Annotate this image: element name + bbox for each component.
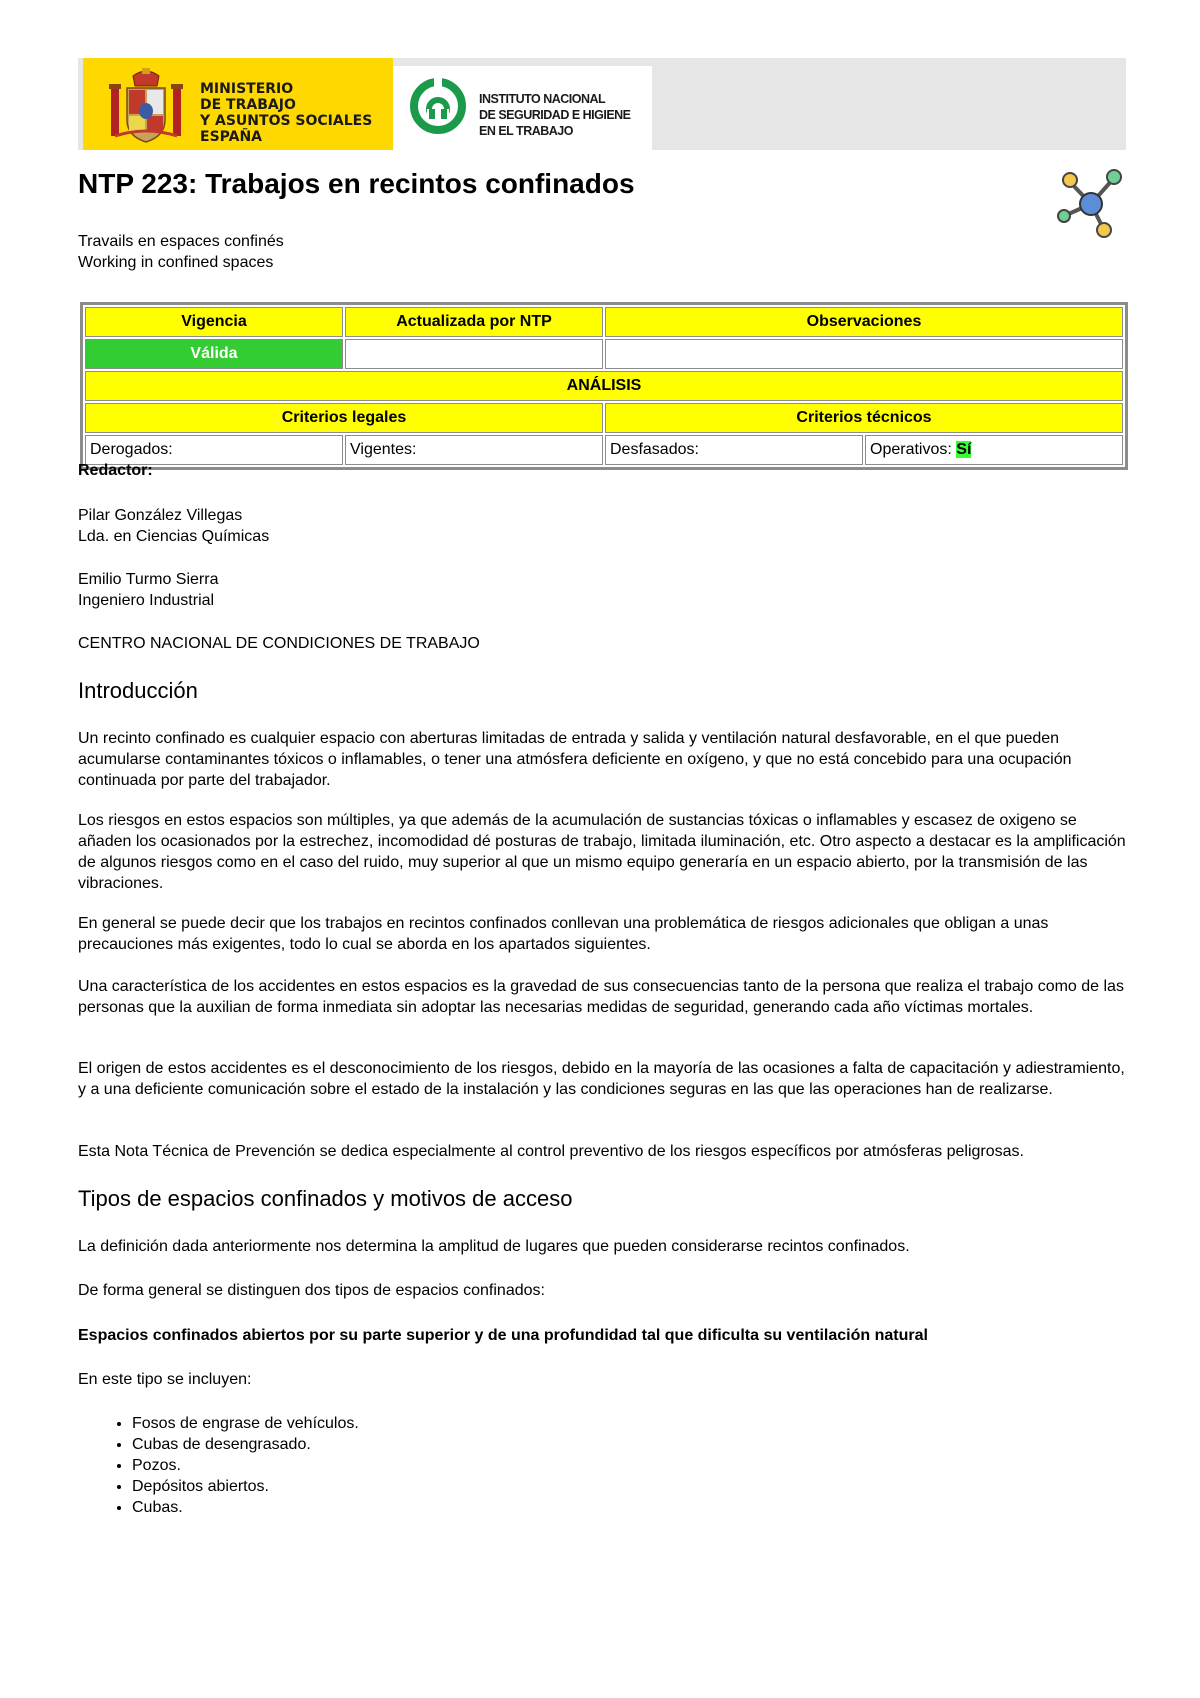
author-2-title: Ingeniero Industrial xyxy=(78,592,215,609)
analisis-header: ANÁLISIS xyxy=(85,371,1123,401)
document-page xyxy=(78,58,1126,1516)
molecule-icon xyxy=(1056,166,1126,238)
author-1-name: Pilar González Villegas xyxy=(78,507,243,524)
status-table xyxy=(80,302,1128,470)
list-item: • Fosos de engrase de vehículos. xyxy=(132,1413,359,1434)
ministry-line-1: MINISTERIO xyxy=(200,81,294,97)
institute-name xyxy=(479,91,631,139)
tipos-list xyxy=(78,1413,359,1518)
vigentes-cell: Vigentes: xyxy=(345,435,603,465)
observaciones-header: Observaciones xyxy=(605,307,1123,337)
page-title: NTP 223: Trabajos en recintos confinados xyxy=(78,168,635,199)
intro-paragraph-4: Una característica de los accidentes en estos espacios es la gravedad de sus consecuencias tanto de la persona que realiza el trabajo como de las personas que la auxilian de forma inmediata sin adoptar las necesarias medidas de seguridad, generando cada año víctimas mortales. xyxy=(78,978,1124,1016)
tipos-paragraph-2: De forma general se distinguen dos tipos de espacios confinados: xyxy=(78,1282,545,1299)
tipos-heading: Tipos de espacios confinados y motivos de acceso xyxy=(78,1186,573,1211)
vigencia-value: Válida xyxy=(85,339,343,369)
intro-paragraph-6: Esta Nota Técnica de Prevención se dedica especialmente al control preventivo de los riesgos específicos por atmósferas peligrosas. xyxy=(78,1143,1024,1160)
criterios-tecnicos-header: Criterios técnicos xyxy=(605,403,1123,433)
coat-of-arms-icon xyxy=(109,66,183,144)
intro-paragraph-3: En general se puede decir que los trabajos en recintos confinados conllevan una problemática de riesgos adicionales que obligan a unas precauciones más exigentes, todo lo cual se aborda en los apartados siguientes. xyxy=(78,915,1049,953)
ministry-line-3: Y ASUNTOS SOCIALES xyxy=(200,113,373,129)
ministry-line-4: ESPAÑA xyxy=(200,129,263,145)
center-name: CENTRO NACIONAL DE CONDICIONES DE TRABAJO xyxy=(78,635,480,652)
actualizada-header: Actualizada por NTP xyxy=(345,307,603,337)
title-french: Travails en espaces confinés xyxy=(78,233,284,250)
operativos-label: Operativos: xyxy=(870,441,952,458)
author-1 xyxy=(78,505,1126,547)
author-1-title: Lda. en Ciencias Químicas xyxy=(78,528,270,545)
derogados-cell: Derogados: xyxy=(85,435,343,465)
header-banner xyxy=(78,58,1126,150)
vigencia-header: Vigencia xyxy=(85,307,343,337)
observaciones-value xyxy=(605,339,1123,369)
criterios-legales-header: Criterios legales xyxy=(85,403,603,433)
intro-heading: Introducción xyxy=(78,678,198,703)
author-2 xyxy=(78,569,1126,611)
intro-paragraph-5: El origen de estos accidentes es el desconocimiento de los riesgos, debido en la mayoría de las ocasiones a falta de capacitación y adiestramiento, y a una deficiente comunicación sobre el estado de la instalación y las condiciones seguras en las que las operaciones han de realizarse. xyxy=(78,1060,1125,1098)
ministry-name xyxy=(200,81,372,145)
author-2-name: Emilio Turmo Sierra xyxy=(78,571,219,588)
actualizada-value xyxy=(345,339,603,369)
tipos-paragraph-3: En este tipo se incluyen: xyxy=(78,1371,252,1388)
intro-paragraph-1: Un recinto confinado es cualquier espacio con aberturas limitadas de entrada y salida y ventilación natural desfavorable, en el que pueden acumularse contaminantes tóxicos o inflamables, o tener una atmósfera deficiente en oxígeno, y que no está concebido para una ocupación continuada por parte del trabajador. xyxy=(78,730,1072,789)
tipos-subheading: Espacios confinados abiertos por su parte superior y de una profundidad tal que dificulta su ventilación natural xyxy=(78,1327,928,1344)
list-item: • Pozos. xyxy=(132,1455,359,1476)
ministry-line-2: DE TRABAJO xyxy=(200,97,296,113)
list-item: • Cubas de desengrasado. xyxy=(132,1434,359,1455)
desfasados-cell: Desfasados: xyxy=(605,435,863,465)
insht-ring-icon xyxy=(407,76,469,136)
ministry-logo xyxy=(83,58,393,150)
title-english: Working in confined spaces xyxy=(78,254,274,271)
alternate-titles xyxy=(78,231,284,273)
operativos-value: Sí xyxy=(956,441,972,458)
list-item: • Cubas. xyxy=(132,1497,359,1518)
institute-line-2: DE SEGURIDAD E HIGIENE xyxy=(479,108,631,122)
redactor-label: Redactor: xyxy=(78,462,153,479)
institute-logo xyxy=(393,66,652,150)
intro-paragraph-2: Los riesgos en estos espacios son múltiples, ya que además de la acumulación de sustancias tóxicas o inflamables y escasez de oxigeno se añaden los ocasionados por la estrechez, incomodidad dé posturas de trabajo, limitada iluminación, etc. Otro aspecto a destacar es la amplificación de algunos riesgos como en el caso del ruido, muy superior al que un mismo equipo generaría en un espacio abierto, por la transmisión de las vibraciones. xyxy=(78,812,1126,892)
tipos-paragraph-1: La definición dada anteriormente nos determina la amplitud de lugares que pueden considerarse recintos confinados. xyxy=(78,1238,910,1255)
institute-line-1: INSTITUTO NACIONAL xyxy=(479,92,606,106)
institute-line-3: EN EL TRABAJO xyxy=(479,124,573,138)
list-item: • Depósitos abiertos. xyxy=(132,1476,359,1497)
